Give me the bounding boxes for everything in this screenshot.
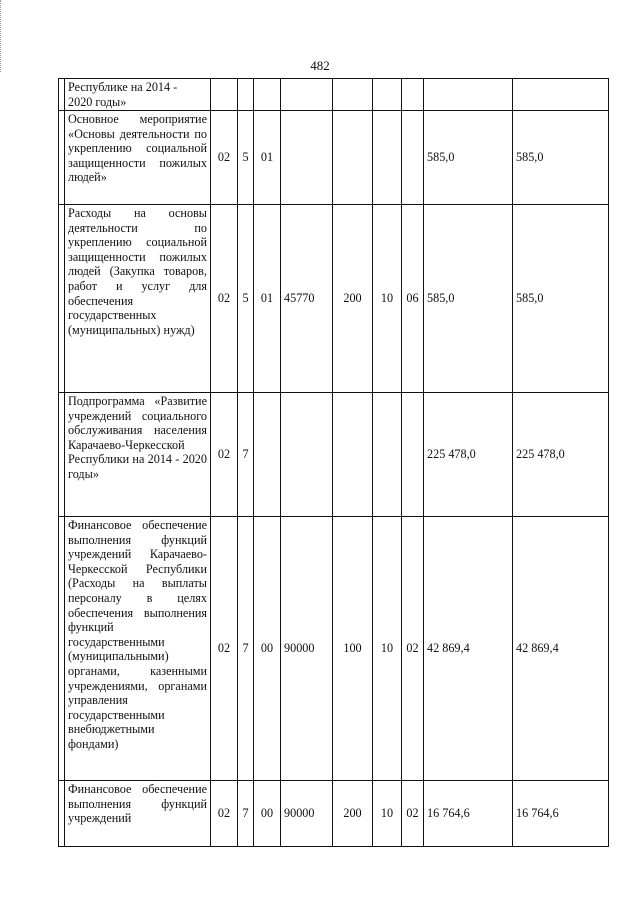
program-code-cell: 02 — [211, 517, 238, 781]
budget-table — [58, 78, 609, 847]
amount-year2-cell: 225 478,0 — [513, 393, 609, 517]
amount-year1-cell — [424, 79, 513, 111]
table-row — [59, 393, 609, 517]
event-code-cell: 00 — [254, 781, 281, 847]
table-row — [59, 205, 609, 393]
event-code-cell: 01 — [254, 111, 281, 205]
table-row — [59, 79, 609, 111]
table-row — [59, 111, 609, 205]
row-name-cell: Финансовое обеспечение выполнения функций учреждений Карачаево-Черкесской Республики (Расходы на выплаты персоналу в целях обеспечения выполнения функций государственными (муниципальными) органами, казенными учреждениями, органами управления государственными внебюджетными фондами) — [65, 517, 211, 781]
amount-year1-cell: 225 478,0 — [424, 393, 513, 517]
section-cell — [373, 393, 402, 517]
amount-year1-cell: 42 869,4 — [424, 517, 513, 781]
table-row — [59, 781, 609, 847]
expense-type-cell — [333, 79, 373, 111]
amount-year2-cell — [513, 79, 609, 111]
event-code-cell: 00 — [254, 517, 281, 781]
program-code-cell: 02 — [211, 205, 238, 393]
section-cell — [373, 111, 402, 205]
section-cell — [373, 79, 402, 111]
subprogram-code-cell: 7 — [238, 393, 254, 517]
direction-code-cell — [281, 79, 333, 111]
direction-code-cell: 90000 — [281, 517, 333, 781]
amount-year1-cell: 585,0 — [424, 205, 513, 393]
direction-code-cell: 90000 — [281, 781, 333, 847]
program-code-cell: 02 — [211, 111, 238, 205]
row-name-cell: Расходы на основы деятельности по укреплению социальной защищенности пожилых людей (Закупка товаров, работ и услуг для обеспечения государственных (муниципальных) нужд) — [65, 205, 211, 393]
amount-year1-cell: 16 764,6 — [424, 781, 513, 847]
subsection-cell — [402, 393, 424, 517]
amount-year1-cell: 585,0 — [424, 111, 513, 205]
expense-type-cell: 200 — [333, 781, 373, 847]
table-row — [59, 517, 609, 781]
event-code-cell: 01 — [254, 205, 281, 393]
direction-code-cell — [281, 393, 333, 517]
subprogram-code-cell: 5 — [238, 205, 254, 393]
expense-type-cell: 200 — [333, 205, 373, 393]
row-name-cell: Финансовое обеспечение выполнения функций учреждений — [65, 781, 211, 847]
amount-year2-cell: 42 869,4 — [513, 517, 609, 781]
amount-year2-cell: 585,0 — [513, 205, 609, 393]
subsection-cell — [402, 111, 424, 205]
program-code-cell — [211, 79, 238, 111]
subprogram-code-cell — [238, 79, 254, 111]
section-cell: 10 — [373, 517, 402, 781]
subsection-cell: 06 — [402, 205, 424, 393]
expense-type-cell — [333, 393, 373, 517]
event-code-cell — [254, 393, 281, 517]
event-code-cell — [254, 79, 281, 111]
subsection-cell — [402, 79, 424, 111]
section-cell: 10 — [373, 781, 402, 847]
amount-year2-cell: 16 764,6 — [513, 781, 609, 847]
subprogram-code-cell: 5 — [238, 111, 254, 205]
expense-type-cell — [333, 111, 373, 205]
direction-code-cell — [281, 111, 333, 205]
program-code-cell: 02 — [211, 393, 238, 517]
program-code-cell: 02 — [211, 781, 238, 847]
direction-code-cell: 45770 — [281, 205, 333, 393]
row-name-cell: Основное мероприятие «Основы деятельности по укреплению социальной защищенности пожилых людей» — [65, 111, 211, 205]
row-name-cell: Республике на 2014 - 2020 годы» — [65, 79, 211, 111]
expense-type-cell: 100 — [333, 517, 373, 781]
subprogram-code-cell: 7 — [238, 781, 254, 847]
subsection-cell: 02 — [402, 781, 424, 847]
section-cell: 10 — [373, 205, 402, 393]
row-name-cell: Подпрограмма «Развитие учреждений социального обслуживания населения Карачаево-Черкесской Республики на 2014 - 2020 годы» — [65, 393, 211, 517]
page-number: 482 — [310, 58, 330, 73]
subsection-cell: 02 — [402, 517, 424, 781]
subprogram-code-cell: 7 — [238, 517, 254, 781]
amount-year2-cell: 585,0 — [513, 111, 609, 205]
